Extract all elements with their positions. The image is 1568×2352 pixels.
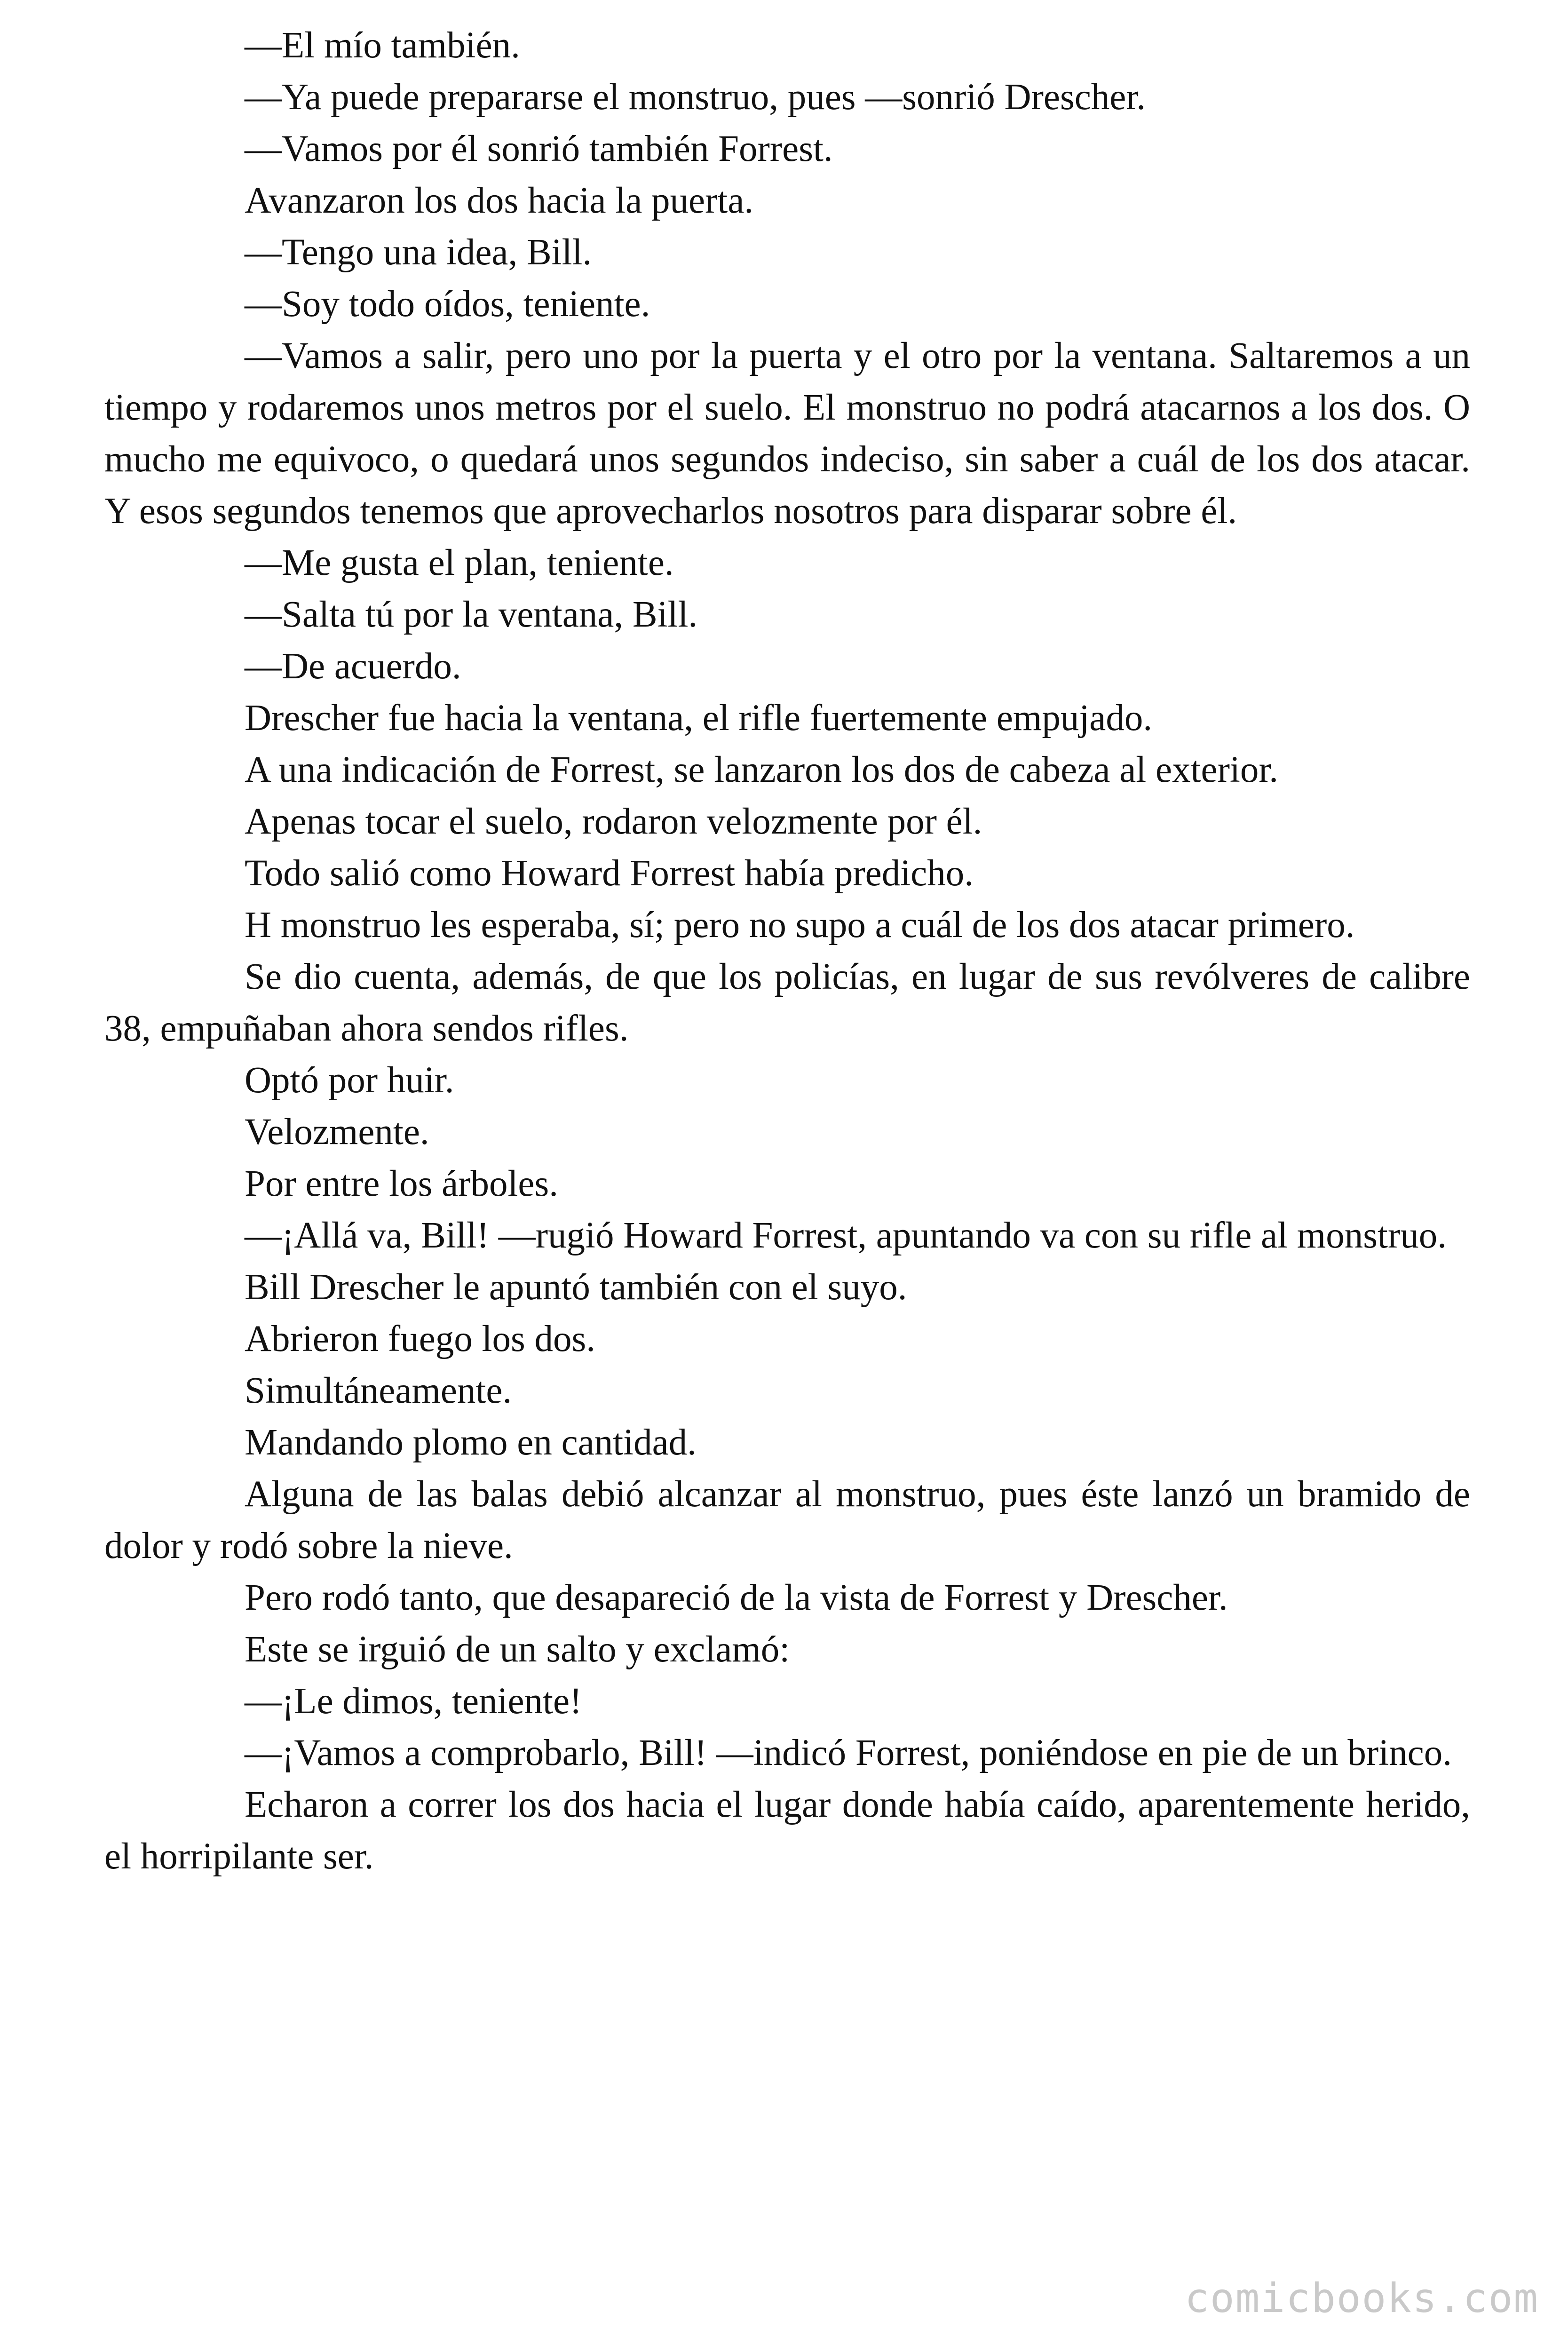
paragraph: —Vamos por él sonrió también Forrest. [245, 128, 833, 169]
paragraph: A una indicación de Forrest, se lanzaron los dos de cabeza al exterior. [245, 749, 1279, 790]
paragraph: —El mío también. [245, 25, 520, 66]
paragraph: Se dio cuenta, además, de que los policías, en lugar de sus revólveres de calibre 38, empuñaban ahora sendos rifles. [104, 956, 1470, 1049]
paragraph: Simultáneamente. [245, 1370, 512, 1411]
paragraph: Velozmente. [245, 1112, 429, 1152]
paragraph: —Salta tú por la ventana, Bill. [245, 594, 698, 635]
paragraph: Abrieron fuego los dos. [245, 1319, 595, 1359]
paragraph: —Me gusta el plan, teniente. [245, 542, 674, 583]
paragraph: Echaron a correr los dos hacia el lugar donde había caído, aparentemente herido, el horripilante ser. [104, 1784, 1470, 1877]
watermark: comicbooks.com [1185, 2275, 1539, 2322]
paragraph: Alguna de las balas debió alcanzar al monstruo, pues éste lanzó un bramido de dolor y rodó sobre la nieve. [104, 1474, 1470, 1566]
paragraph: Todo salió como Howard Forrest había predicho. [245, 853, 974, 894]
paragraph: —De acuerdo. [245, 646, 461, 687]
paragraph: Drescher fue hacia la ventana, el rifle fuertemente empujado. [245, 698, 1153, 739]
paragraph: —Ya puede prepararse el monstruo, pues —sonrió Drescher. [245, 77, 1146, 118]
paragraph: —¡Vamos a comprobarlo, Bill! —indicó Forrest, poniéndose en pie de un brinco. [245, 1732, 1452, 1773]
paragraph: —¡Allá va, Bill! —rugió Howard Forrest, apuntando va con su rifle al monstruo. [245, 1215, 1447, 1256]
paragraph: Optó por huir. [245, 1060, 454, 1101]
paragraph: Pero rodó tanto, que desapareció de la vista de Forrest y Drescher. [245, 1577, 1228, 1618]
paragraph: Mandando plomo en cantidad. [245, 1422, 697, 1463]
paragraph: —Soy todo oídos, teniente. [245, 284, 650, 325]
body-text [104, 20, 1470, 1883]
paragraph: —Tengo una idea, Bill. [245, 232, 592, 273]
paragraph: —Vamos a salir, pero uno por la puerta y el otro por la ventana. Saltaremos a un tiempo y rodaremos unos metros por el suelo. El monstruo no podrá atacarnos a los dos. O mucho me equivoco, o quedará unos segundos indeciso, sin saber a cuál de los dos atacar. Y esos segundos tenemos que aprovecharlos nosotros para disparar sobre él. [104, 335, 1470, 532]
paragraph: Este se irguió de un salto y exclamó: [245, 1629, 790, 1670]
paragraph: Por entre los árboles. [245, 1163, 558, 1204]
paragraph: H monstruo les esperaba, sí; pero no supo a cuál de los dos atacar primero. [245, 905, 1355, 946]
paragraph: Bill Drescher le apuntó también con el suyo. [245, 1267, 907, 1308]
paragraph: Avanzaron los dos hacia la puerta. [245, 180, 754, 221]
paragraph: Apenas tocar el suelo, rodaron velozmente por él. [245, 801, 982, 842]
paragraph: —¡Le dimos, teniente! [245, 1681, 582, 1722]
